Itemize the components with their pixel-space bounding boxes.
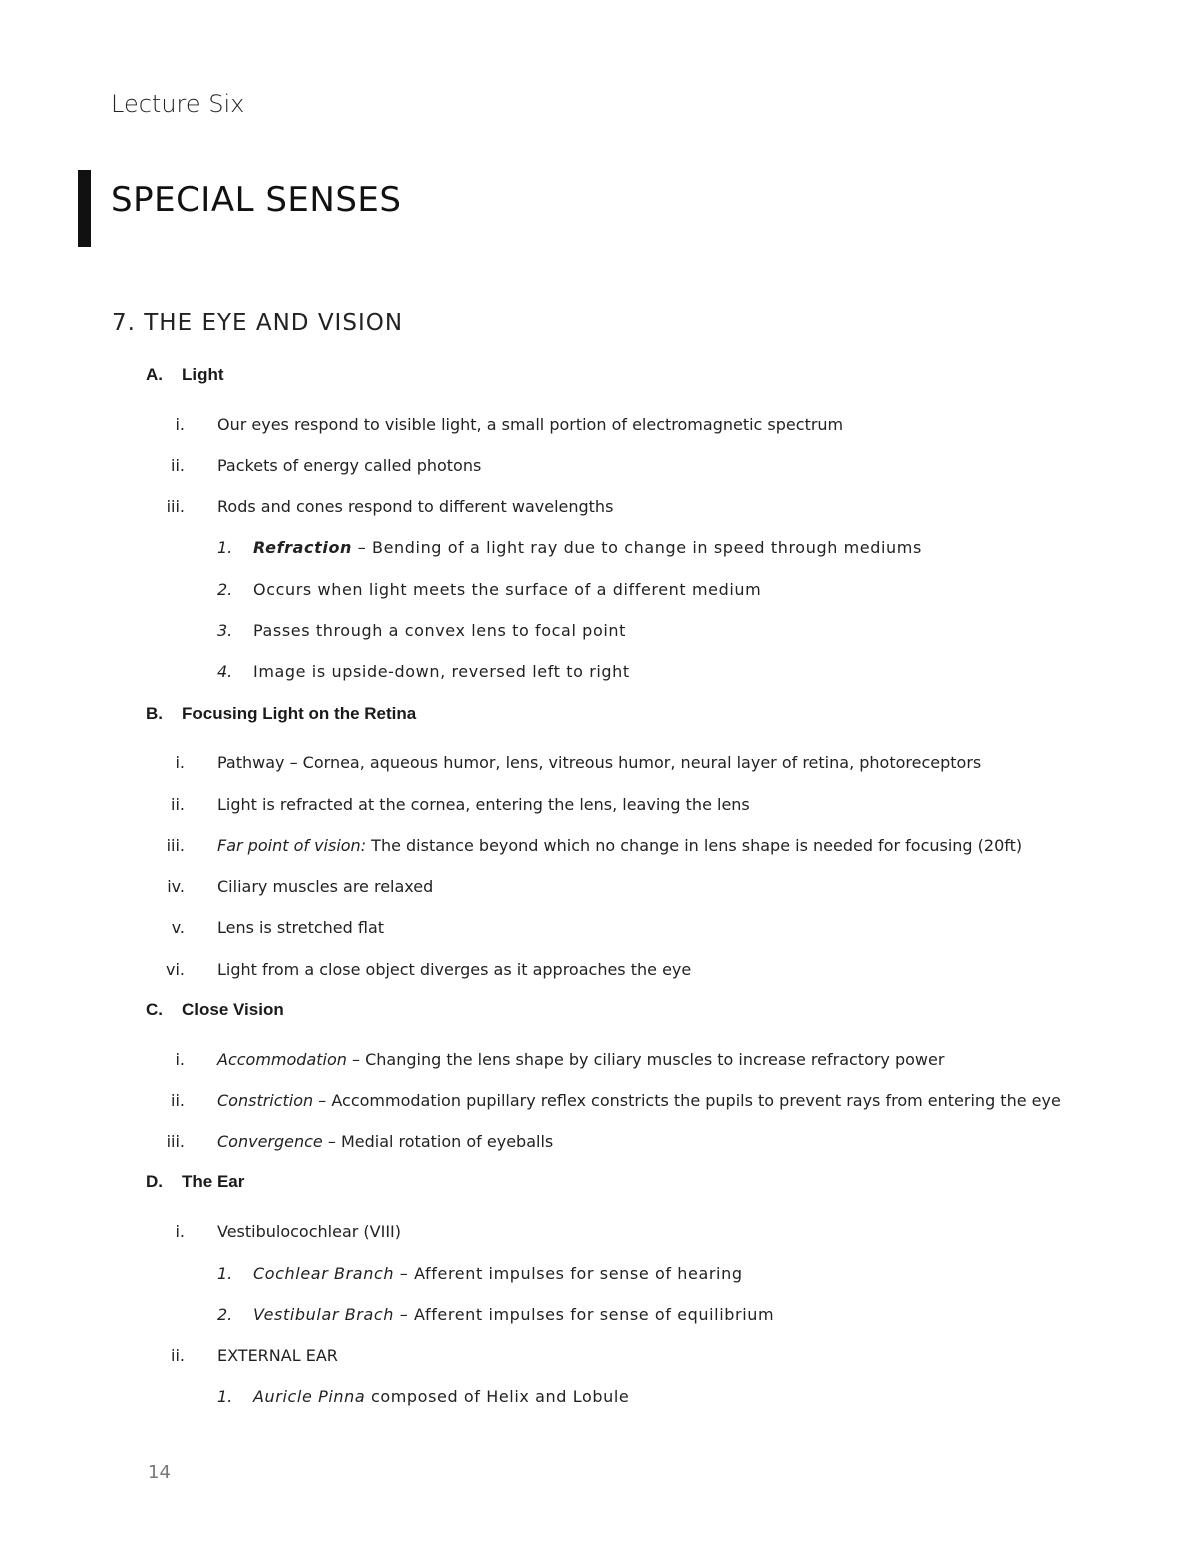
- term: Accommodation: [217, 1050, 347, 1069]
- sublist-item: Passes through a convex lens to focal point: [253, 621, 626, 640]
- list-number: i.: [175, 1050, 185, 1069]
- lecture-label: Lecture Six: [111, 90, 245, 118]
- list-number: ii.: [171, 1091, 185, 1110]
- list-item: Light from a close object diverges as it approaches the eye: [217, 960, 692, 979]
- list-number: i.: [175, 415, 185, 434]
- list-number: vi.: [166, 960, 185, 979]
- section-d-title: The Ear: [182, 1172, 245, 1191]
- sublist-number: 4.: [217, 662, 233, 681]
- term: Convergence: [217, 1132, 323, 1151]
- section-b-title: Focusing Light on the Retina: [182, 704, 417, 723]
- list-number: iii.: [166, 1132, 185, 1151]
- list-item: Rods and cones respond to different wavelengths: [217, 497, 614, 516]
- list-item-text: – Changing the lens shape by ciliary muscles to increase refractory power: [346, 1050, 945, 1069]
- list-number: v.: [171, 918, 185, 937]
- sublist-item-text: – Afferent impulses for sense of equilibrium: [394, 1305, 775, 1324]
- sublist-item: [253, 538, 922, 557]
- list-item: [217, 836, 1022, 855]
- section-a-title: Light: [182, 365, 224, 384]
- list-item: [217, 1091, 1061, 1110]
- list-item-text: – Medial rotation of eyeballs: [322, 1132, 554, 1151]
- sublist-item: [253, 1387, 629, 1406]
- sublist-item: Occurs when light meets the surface of a different medium: [253, 580, 762, 599]
- list-item: Light is refracted at the cornea, entering the lens, leaving the lens: [217, 795, 750, 814]
- sublist-number: 1.: [217, 1387, 233, 1406]
- sublist-item: Image is upside-down, reversed left to right: [253, 662, 630, 681]
- list-number: ii.: [171, 1346, 185, 1365]
- list-item: Vestibulocochlear (VIII): [217, 1222, 401, 1241]
- sublist-number: 2.: [217, 1305, 233, 1324]
- term: Refraction: [253, 538, 353, 557]
- chapter-heading: 7. THE EYE AND VISION: [112, 310, 404, 336]
- page-title: SPECIAL SENSES: [111, 180, 402, 220]
- term: Far point of vision:: [217, 836, 367, 855]
- sublist-item: [253, 1264, 743, 1283]
- list-item: EXTERNAL EAR: [217, 1346, 338, 1365]
- sublist-item-text: – Afferent impulses for sense of hearing: [394, 1264, 743, 1283]
- term: Auricle Pinna: [253, 1387, 366, 1406]
- list-item: [217, 1132, 553, 1151]
- list-number: iv.: [167, 877, 185, 896]
- section-c-title: Close Vision: [182, 1000, 284, 1019]
- section-d-letter: D.: [146, 1172, 163, 1191]
- section-b-letter: B.: [146, 704, 163, 723]
- list-number: ii.: [171, 795, 185, 814]
- term: Vestibular Brach: [253, 1305, 395, 1324]
- list-number: i.: [175, 1222, 185, 1241]
- list-number: iii.: [166, 836, 185, 855]
- list-number: iii.: [166, 497, 185, 516]
- list-item: Our eyes respond to visible light, a small portion of electromagnetic spectrum: [217, 415, 844, 434]
- sublist-number: 1.: [217, 1264, 233, 1283]
- list-item: [217, 1050, 944, 1069]
- list-item: Packets of energy called photons: [217, 456, 482, 475]
- sublist-item-text: – Bending of a light ray due to change in speed through mediums: [352, 538, 922, 557]
- term: Constriction: [217, 1091, 314, 1110]
- sublist-item: [253, 1305, 774, 1324]
- term: Cochlear Branch: [253, 1264, 395, 1283]
- sublist-number: 3.: [217, 621, 233, 640]
- list-item-text: The distance beyond which no change in lens shape is needed for focusing (20ft): [366, 836, 1023, 855]
- section-c-letter: C.: [146, 1000, 163, 1019]
- section-a-letter: A.: [146, 365, 163, 384]
- page-number: 14: [148, 1462, 171, 1483]
- sublist-number: 2.: [217, 580, 233, 599]
- list-item: Pathway – Cornea, aqueous humor, lens, vitreous humor, neural layer of retina, photoreceptors: [217, 753, 982, 772]
- list-item-text: – Accommodation pupillary reflex constricts the pupils to prevent rays from entering the eye: [313, 1091, 1061, 1110]
- sublist-item-text: composed of Helix and Lobule: [365, 1387, 630, 1406]
- list-number: i.: [175, 753, 185, 772]
- list-item: Ciliary muscles are relaxed: [217, 877, 434, 896]
- title-accent-bar: [78, 170, 91, 247]
- list-number: ii.: [171, 456, 185, 475]
- sublist-number: 1.: [217, 538, 233, 557]
- list-item: Lens is stretched flat: [217, 918, 385, 937]
